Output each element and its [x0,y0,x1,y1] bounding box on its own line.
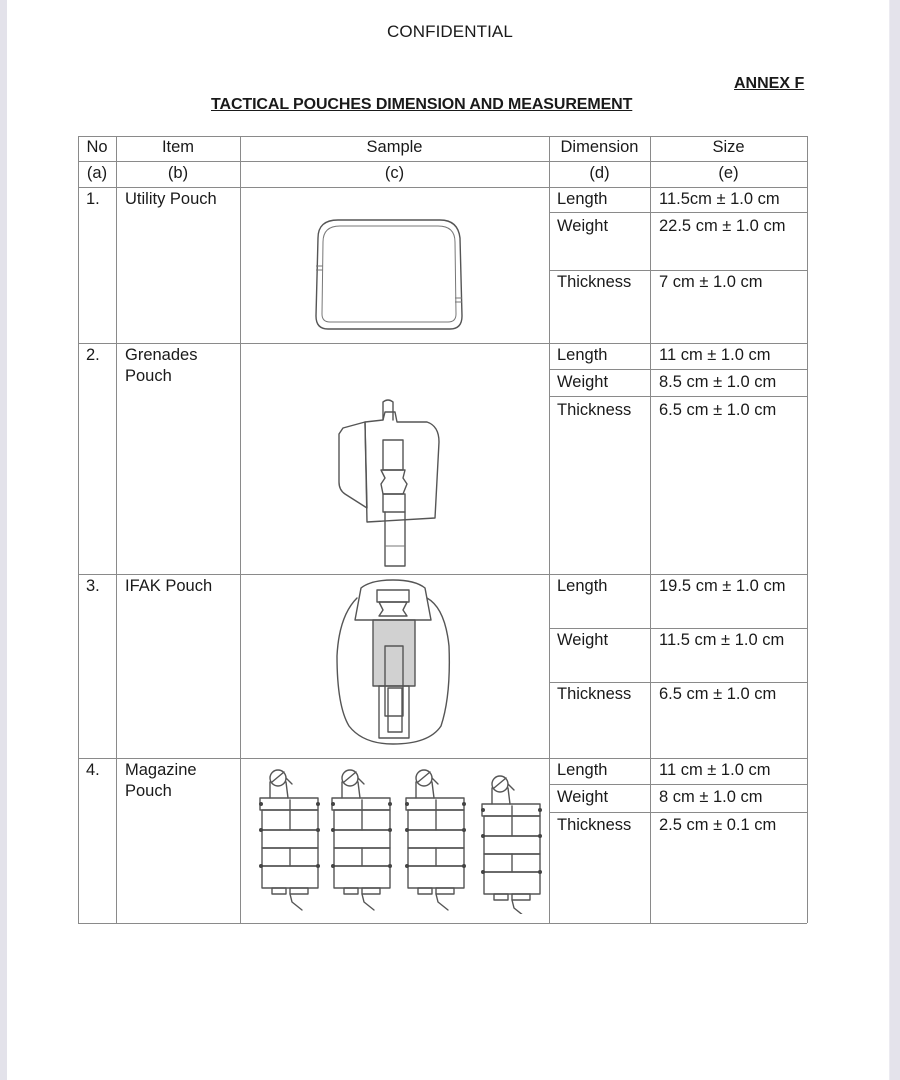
utility-pouch-drawing-icon [310,216,465,334]
item-name: Grenades [125,346,198,364]
size-value: 11.5cm ± 1.0 cm [659,190,780,208]
column-header-sample: Sample [366,138,423,156]
magazine-pouch-unit [259,770,320,910]
table-divider [549,396,807,397]
item-name: Magazine [125,761,197,779]
column-divider [240,136,241,923]
table-border-right [807,136,808,923]
size-value: 8 cm ± 1.0 cm [659,788,763,806]
column-divider [650,136,651,923]
page-edge-left [0,0,7,1080]
dimension-label: Length [557,761,608,779]
dimension-label: Weight [557,217,609,235]
table-border-bottom [78,923,807,924]
row-number: 4. [86,761,100,779]
dimension-label: Thickness [557,401,632,419]
size-value: 19.5 cm ± 1.0 cm [659,577,786,595]
magazine-pouch-unit [481,776,542,914]
column-header-no: No [86,138,108,156]
table-divider [78,574,807,575]
table-divider [549,682,807,683]
size-value: 6.5 cm ± 1.0 cm [659,685,777,703]
table-border-left [78,136,79,923]
table-divider [549,812,807,813]
magazine-pouch-drawing-icon [248,764,548,914]
size-value: 11.5 cm ± 1.0 cm [659,631,785,649]
dimension-label: Length [557,190,608,208]
classification-label: CONFIDENTIAL [387,22,513,41]
magazine-pouch-unit [331,770,392,910]
column-code-a: (a) [86,164,108,182]
dimension-label: Weight [557,373,609,391]
column-header-item: Item [161,138,195,156]
annex-label: ANNEX F [734,75,805,92]
column-divider [116,136,117,923]
document-title: TACTICAL POUCHES DIMENSION AND MEASUREMENT [211,96,633,113]
table-divider [549,270,807,271]
dimension-label: Thickness [557,816,632,834]
item-name: IFAK Pouch [125,577,213,595]
column-code-e: (e) [718,164,739,182]
item-name: Pouch [125,782,172,800]
column-code-b: (b) [167,164,189,182]
item-name: Pouch [125,367,172,385]
size-value: 6.5 cm ± 1.0 cm [659,401,777,419]
dimension-label: Weight [557,788,609,806]
column-header-size: Size [712,138,745,156]
column-divider [549,136,550,923]
dimension-label: Length [557,577,608,595]
table-divider [78,187,807,188]
size-value: 22.5 cm ± 1.0 cm [659,217,786,235]
size-value: 8.5 cm ± 1.0 cm [659,373,777,391]
dimension-label: Thickness [557,273,632,291]
ifak-pouch-drawing-icon [333,576,453,751]
size-value: 11 cm ± 1.0 cm [659,346,771,364]
dimension-label: Weight [557,631,609,649]
table-divider [78,343,807,344]
table-divider [549,369,807,370]
magazine-pouch-unit [405,770,466,910]
column-header-dimension: Dimension [560,138,639,156]
size-value: 11 cm ± 1.0 cm [659,761,771,779]
size-value: 7 cm ± 1.0 cm [659,273,763,291]
dimension-table [78,136,807,923]
item-name: Utility Pouch [125,190,217,208]
row-number: 1. [86,190,100,208]
row-number: 2. [86,346,100,364]
column-code-d: (d) [589,164,610,182]
size-value: 2.5 cm ± 0.1 cm [659,816,777,834]
row-number: 3. [86,577,100,595]
table-divider [549,784,807,785]
table-divider [549,212,807,213]
table-divider [78,758,807,759]
dimension-label: Length [557,346,608,364]
dimension-label: Thickness [557,685,632,703]
scrollbar-track[interactable] [889,0,900,1080]
column-code-c: (c) [384,164,405,182]
grenade-pouch-drawing-icon [335,398,445,570]
table-divider [78,161,807,162]
table-divider [549,628,807,629]
